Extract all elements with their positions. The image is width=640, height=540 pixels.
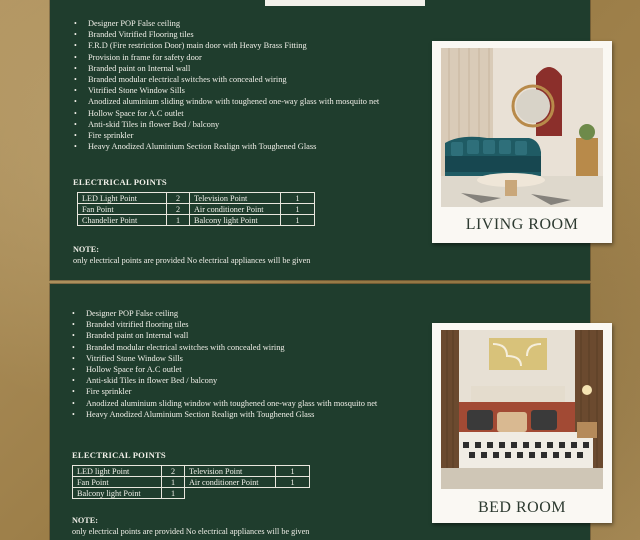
bed-room-caption: BED ROOM xyxy=(477,499,566,516)
table-cell: Television Point xyxy=(185,466,276,477)
list-item: • Hollow Space for A.C outlet xyxy=(72,364,377,375)
bed-room-illustration xyxy=(441,330,603,489)
table-cell: 1 xyxy=(281,193,315,204)
table-cell: Television Point xyxy=(190,193,281,204)
table-cell: Fan Point xyxy=(78,204,167,215)
table-cell: Balcony light Point xyxy=(73,488,162,499)
living-room-caption: LIVING ROOM xyxy=(465,216,579,233)
table-cell: 2 xyxy=(167,204,190,215)
list-item: • Branded Vitrified Flooring tiles xyxy=(74,29,379,40)
table-row xyxy=(78,204,315,215)
bed-electrical-title: ELECTRICAL POINTS xyxy=(72,450,166,460)
living-room-photo xyxy=(441,48,603,207)
list-item: • Heavy Anodized Aluminium Section Realign with Toughened Glass xyxy=(74,141,379,152)
living-room-photo-card xyxy=(432,41,612,243)
table-cell: 1 xyxy=(276,466,310,477)
living-electrical-table xyxy=(77,192,315,226)
list-item: • Fire sprinkler xyxy=(72,386,377,397)
table-row xyxy=(78,215,315,226)
living-electrical-title: ELECTRICAL POINTS xyxy=(73,177,167,187)
bed-room-photo-card xyxy=(432,323,612,523)
living-note-label: NOTE: xyxy=(73,245,99,254)
bed-features-list xyxy=(72,308,377,420)
list-item: • Branded vitrified flooring tiles xyxy=(72,319,377,330)
list-item: • Hollow Space for A.C outlet xyxy=(74,108,379,119)
table-cell: Air conditioner Point xyxy=(190,204,281,215)
living-room-illustration xyxy=(441,48,603,207)
living-note-text: only electrical points are provided No electrical appliances will be given xyxy=(73,256,311,265)
list-item: • Anodized aluminium sliding window with toughened one-way glass with mosquito net xyxy=(74,96,379,107)
living-features-list xyxy=(74,18,379,152)
table-cell: LED light Point xyxy=(73,466,162,477)
table-cell: Chandelier Point xyxy=(78,215,167,226)
table-cell: 1 xyxy=(281,215,315,226)
table-cell: 2 xyxy=(167,193,190,204)
list-item: • Provision in frame for safety door xyxy=(74,52,379,63)
table-cell: Air conditioner Point xyxy=(185,477,276,488)
table-cell: 1 xyxy=(276,477,310,488)
list-item: • Anti-skid Tiles in flower Bed / balcony xyxy=(74,119,379,130)
table-cell: LED Light Point xyxy=(78,193,167,204)
bed-room-photo xyxy=(441,330,603,489)
table-cell: 1 xyxy=(162,477,185,488)
bed-note-text: only electrical points are provided No electrical appliances will be given xyxy=(72,527,310,536)
table-row xyxy=(73,488,310,499)
list-item: • Anti-skid Tiles in flower Bed / balcony xyxy=(72,375,377,386)
bed-electrical-table xyxy=(72,465,310,499)
list-item: • Vitrified Stone Window Sills xyxy=(74,85,379,96)
list-item: • Designer POP False ceiling xyxy=(72,308,377,319)
list-item: • F.R.D (Fire restriction Door) main door with Heavy Brass Fitting xyxy=(74,40,379,51)
list-item: • Branded modular electrical switches with concealed wiring xyxy=(74,74,379,85)
table-cell: 2 xyxy=(162,466,185,477)
table-cell: 1 xyxy=(162,488,185,499)
list-item: • Fire sprinkler xyxy=(74,130,379,141)
table-cell: 1 xyxy=(281,204,315,215)
table-row xyxy=(78,193,315,204)
table-row xyxy=(73,477,310,488)
list-item: • Branded paint on Internal wall xyxy=(72,330,377,341)
list-item: • Branded paint on Internal wall xyxy=(74,63,379,74)
list-item: • Vitrified Stone Window Sills xyxy=(72,353,377,364)
table-cell: Fan Point xyxy=(73,477,162,488)
list-item: • Heavy Anodized Aluminium Section Realign with Toughened Glass xyxy=(72,409,377,420)
bed-note-label: NOTE: xyxy=(72,516,98,525)
table-cell: 1 xyxy=(167,215,190,226)
table-cell: Balcony light Point xyxy=(190,215,281,226)
header-tab-strip xyxy=(265,0,425,6)
list-item: • Branded modular electrical switches with concealed wiring xyxy=(72,342,377,353)
list-item: • Designer POP False ceiling xyxy=(74,18,379,29)
table-row xyxy=(73,466,310,477)
list-item: • Anodized aluminium sliding window with toughened one-way glass with mosquito net xyxy=(72,398,377,409)
